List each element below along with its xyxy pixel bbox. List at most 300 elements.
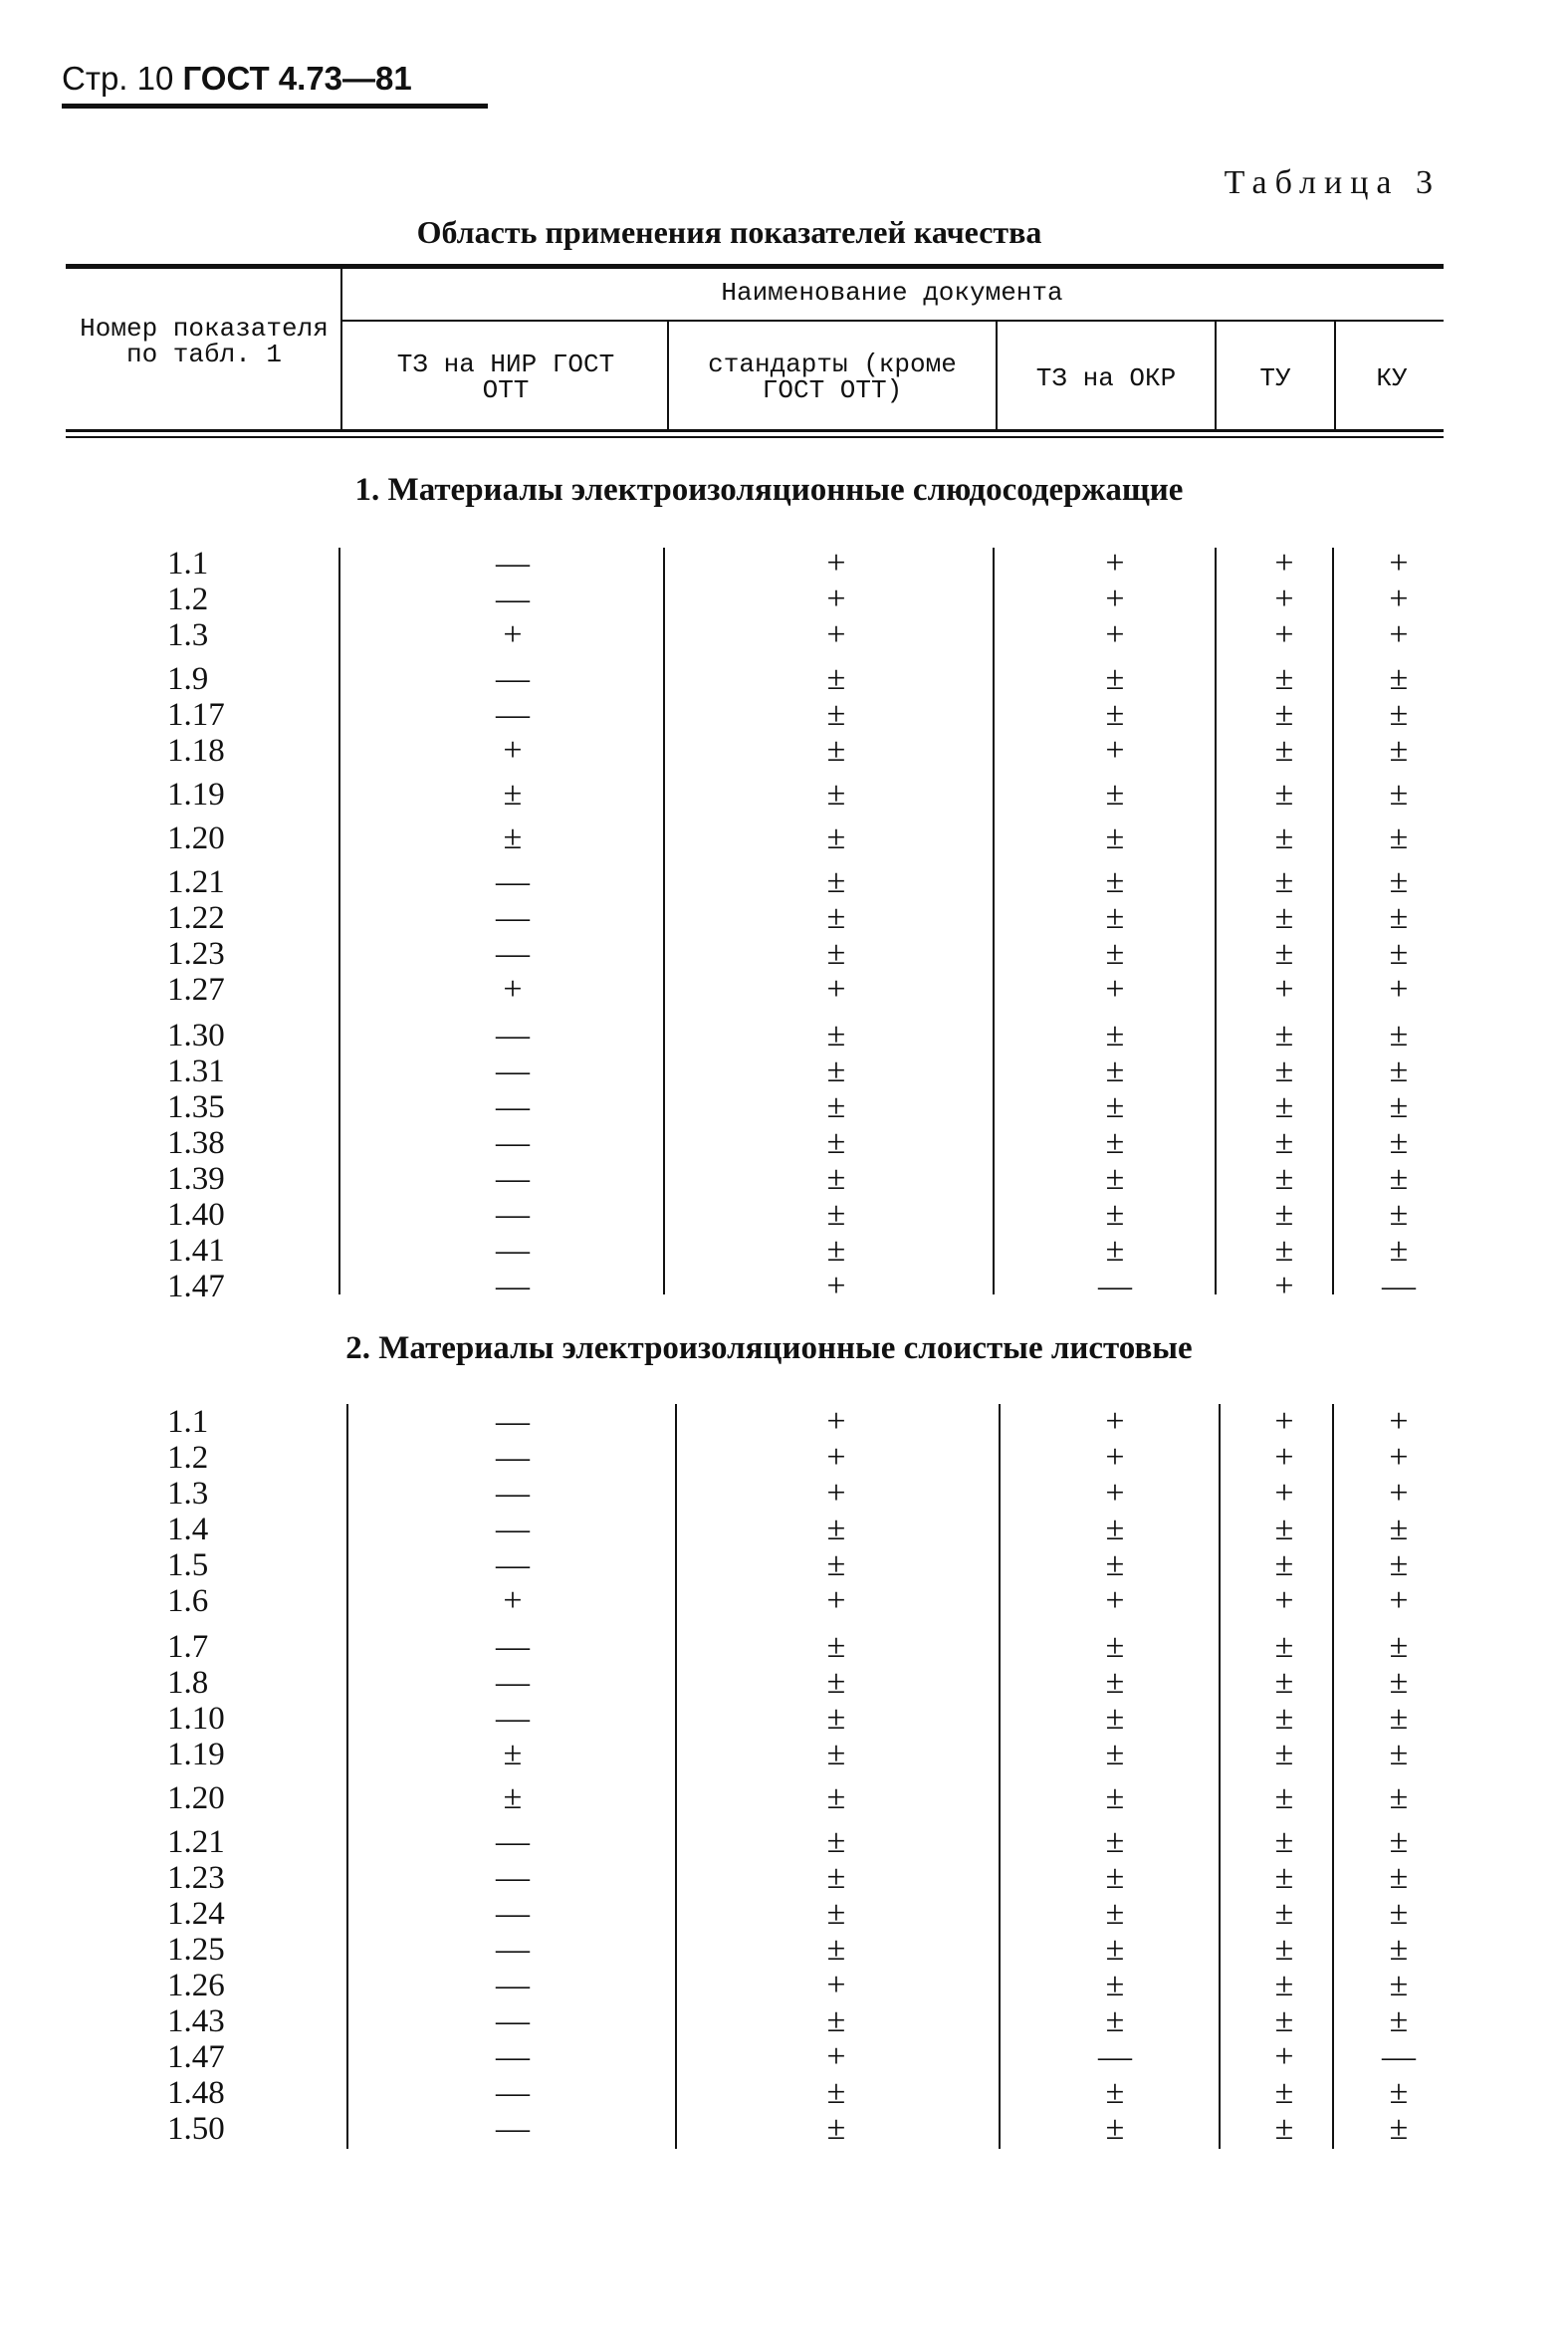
- applicability-mark: +: [1389, 1582, 1409, 1619]
- applicability-mark: +: [826, 971, 846, 1008]
- applicability-mark: —: [1098, 2038, 1132, 2075]
- applicability-mark: ±: [1389, 1859, 1409, 1896]
- applicability-mark: ±: [1389, 1931, 1409, 1968]
- applicability-mark: —: [496, 1053, 530, 1089]
- applicability-mark: —: [496, 696, 530, 733]
- applicability-mark: —: [496, 1403, 530, 1440]
- table-row: [0, 1476, 1568, 1512]
- applicability-mark: ±: [826, 1053, 846, 1089]
- applicability-mark: ±: [1105, 1823, 1125, 1860]
- applicability-mark: ±: [1389, 2110, 1409, 2147]
- applicability-mark: +: [1274, 1268, 1294, 1304]
- applicability-mark: +: [826, 545, 846, 582]
- column-header-tz-nir: ТЗ на НИР ГОСТ ОТТ: [396, 350, 615, 405]
- applicability-mark: ±: [1274, 660, 1294, 697]
- applicability-mark: ±: [826, 1823, 846, 1860]
- applicability-mark: ±: [1105, 1017, 1125, 1054]
- applicability-mark: +: [1274, 2038, 1294, 2075]
- applicability-mark: ±: [1105, 1511, 1125, 1547]
- applicability-mark: ±: [1389, 660, 1409, 697]
- applicability-mark: ±: [826, 1232, 846, 1269]
- applicability-mark: —: [496, 1124, 530, 1161]
- applicability-mark: ±: [1274, 1196, 1294, 1233]
- table-row: [0, 1269, 1568, 1304]
- table-header: [66, 264, 1444, 437]
- applicability-mark: ±: [1105, 1779, 1125, 1816]
- table-row: [0, 2111, 1568, 2147]
- applicability-mark: ±: [1274, 1931, 1294, 1968]
- applicability-mark: ±: [1274, 1232, 1294, 1269]
- applicability-mark: ±: [1389, 820, 1409, 856]
- applicability-mark: —: [1098, 1268, 1132, 1304]
- applicability-mark: ±: [1389, 1017, 1409, 1054]
- applicability-mark: ±: [1274, 1664, 1294, 1701]
- applicability-mark: —: [1382, 2038, 1416, 2075]
- applicability-mark: ±: [1105, 1700, 1125, 1737]
- applicability-mark: ±: [1274, 1546, 1294, 1583]
- applicability-mark: ±: [826, 1736, 846, 1772]
- indicator-number: 1.5: [167, 1547, 209, 1583]
- column-header-ku: КУ: [1376, 363, 1408, 393]
- section-title: 1. Материалы электроизоляционные слюдосодержащие: [354, 472, 1184, 508]
- table-row: [0, 1440, 1568, 1476]
- applicability-mark: +: [503, 971, 523, 1008]
- indicator-number: 1.20: [167, 820, 225, 856]
- applicability-mark: +: [1105, 545, 1125, 582]
- header-divider: [996, 322, 998, 429]
- indicator-number: 1.48: [167, 2075, 225, 2111]
- applicability-mark: ±: [1274, 820, 1294, 856]
- applicability-mark: +: [826, 2038, 846, 2075]
- applicability-mark: +: [1274, 545, 1294, 582]
- applicability-mark: ±: [1389, 2002, 1409, 2039]
- applicability-mark: ±: [503, 776, 523, 813]
- applicability-mark: ±: [1389, 776, 1409, 813]
- applicability-mark: ±: [1389, 935, 1409, 972]
- applicability-mark: —: [496, 1931, 530, 1968]
- applicability-mark: ±: [1274, 935, 1294, 972]
- applicability-mark: ±: [1274, 1088, 1294, 1125]
- applicability-mark: ±: [826, 899, 846, 936]
- indicator-number: 1.6: [167, 1583, 209, 1619]
- applicability-mark: ±: [826, 820, 846, 856]
- applicability-mark: +: [1274, 616, 1294, 653]
- applicability-mark: +: [503, 732, 523, 769]
- applicability-mark: ±: [826, 1196, 846, 1233]
- applicability-mark: ±: [826, 863, 846, 900]
- applicability-mark: ±: [503, 1779, 523, 1816]
- applicability-mark: ±: [1105, 1895, 1125, 1932]
- applicability-mark: +: [1389, 971, 1409, 1008]
- applicability-mark: ±: [1274, 1779, 1294, 1816]
- applicability-mark: ±: [826, 1664, 846, 1701]
- header-divider: [667, 322, 669, 429]
- indicator-number: 1.25: [167, 1932, 225, 1968]
- table-label: Таблица 3: [1224, 164, 1441, 201]
- column-header-number: Номер показателя по табл. 1: [80, 314, 329, 369]
- applicability-mark: +: [826, 616, 846, 653]
- applicability-mark: ±: [503, 820, 523, 856]
- applicability-mark: ±: [826, 2002, 846, 2039]
- table-row: [0, 661, 1568, 697]
- indicator-number: 1.27: [167, 972, 225, 1008]
- indicator-number: 1.21: [167, 864, 225, 900]
- applicability-mark: ±: [1389, 1511, 1409, 1547]
- table-row: [0, 2039, 1568, 2075]
- applicability-mark: ±: [826, 1779, 846, 1816]
- column-header-tz-okr: ТЗ на ОКР: [1035, 363, 1177, 393]
- applicability-mark: —: [496, 1160, 530, 1197]
- applicability-mark: ±: [826, 1511, 846, 1547]
- applicability-mark: +: [1274, 1475, 1294, 1512]
- indicator-number: 1.19: [167, 777, 225, 813]
- table-row: [0, 1547, 1568, 1583]
- column-header-tu: ТУ: [1259, 363, 1291, 393]
- table-row: [0, 2075, 1568, 2111]
- indicator-number: 1.8: [167, 1665, 209, 1701]
- applicability-mark: ±: [1274, 1895, 1294, 1932]
- applicability-mark: +: [1389, 616, 1409, 653]
- table-row: [0, 1780, 1568, 1816]
- table-row: [0, 1860, 1568, 1896]
- header-mid-rule: [340, 320, 1444, 322]
- applicability-mark: ±: [1389, 1967, 1409, 2003]
- indicator-number: 1.39: [167, 1161, 225, 1197]
- indicator-number: 1.23: [167, 1860, 225, 1896]
- applicability-mark: —: [496, 1088, 530, 1125]
- applicability-mark: +: [826, 1475, 846, 1512]
- applicability-mark: —: [496, 2110, 530, 2147]
- applicability-mark: ±: [826, 1546, 846, 1583]
- applicability-mark: +: [1274, 1439, 1294, 1476]
- table-row: [0, 900, 1568, 936]
- applicability-mark: ±: [1274, 899, 1294, 936]
- applicability-mark: +: [503, 1582, 523, 1619]
- indicator-number: 1.47: [167, 1269, 225, 1304]
- page-number: Стр. 10: [62, 60, 174, 97]
- indicator-number: 1.10: [167, 1701, 225, 1737]
- applicability-mark: ±: [826, 1931, 846, 1968]
- table-row: [0, 1161, 1568, 1197]
- applicability-mark: ±: [1105, 1628, 1125, 1665]
- applicability-mark: +: [1105, 1403, 1125, 1440]
- applicability-mark: +: [1105, 1475, 1125, 1512]
- indicator-number: 1.40: [167, 1197, 225, 1233]
- applicability-mark: ±: [1389, 1160, 1409, 1197]
- applicability-mark: ±: [826, 1124, 846, 1161]
- applicability-mark: +: [826, 1268, 846, 1304]
- table-row: [0, 2003, 1568, 2039]
- applicability-mark: ±: [826, 2110, 846, 2147]
- applicability-mark: ±: [1105, 2074, 1125, 2111]
- indicator-number: 1.2: [167, 582, 209, 617]
- applicability-mark: ±: [1105, 935, 1125, 972]
- applicability-mark: +: [1105, 971, 1125, 1008]
- applicability-mark: —: [496, 1439, 530, 1476]
- applicability-mark: —: [496, 1475, 530, 1512]
- applicability-mark: —: [496, 935, 530, 972]
- table-row: [0, 972, 1568, 1008]
- applicability-mark: ±: [826, 1700, 846, 1737]
- applicability-mark: —: [496, 1664, 530, 1701]
- applicability-mark: +: [1389, 581, 1409, 617]
- applicability-mark: ±: [826, 935, 846, 972]
- indicator-number: 1.3: [167, 617, 209, 653]
- applicability-mark: ±: [1105, 820, 1125, 856]
- table-row: [0, 1896, 1568, 1932]
- indicator-number: 1.30: [167, 1018, 225, 1054]
- applicability-mark: —: [496, 863, 530, 900]
- indicator-number: 1.38: [167, 1125, 225, 1161]
- applicability-mark: ±: [826, 732, 846, 769]
- applicability-mark: —: [496, 2038, 530, 2075]
- applicability-mark: —: [496, 1546, 530, 1583]
- applicability-mark: —: [496, 1967, 530, 2003]
- applicability-mark: —: [496, 1823, 530, 1860]
- applicability-mark: ±: [1105, 1124, 1125, 1161]
- table-row: [0, 546, 1568, 582]
- applicability-mark: ±: [1274, 1053, 1294, 1089]
- applicability-mark: —: [496, 899, 530, 936]
- applicability-mark: ±: [1105, 2002, 1125, 2039]
- table-row: [0, 1932, 1568, 1968]
- applicability-mark: ±: [826, 1088, 846, 1125]
- applicability-mark: ±: [1105, 1160, 1125, 1197]
- applicability-mark: ±: [1274, 1124, 1294, 1161]
- applicability-mark: ±: [826, 1628, 846, 1665]
- header-bottom-rule: [66, 429, 1444, 432]
- applicability-mark: ±: [1274, 863, 1294, 900]
- table-row: [0, 582, 1568, 617]
- applicability-mark: +: [1274, 971, 1294, 1008]
- applicability-mark: ±: [1105, 1546, 1125, 1583]
- applicability-mark: ±: [1105, 776, 1125, 813]
- applicability-mark: +: [1105, 616, 1125, 653]
- applicability-mark: +: [1274, 581, 1294, 617]
- applicability-mark: ±: [1105, 863, 1125, 900]
- applicability-mark: —: [496, 581, 530, 617]
- applicability-mark: ±: [826, 696, 846, 733]
- table-row: [0, 1197, 1568, 1233]
- applicability-mark: +: [826, 1439, 846, 1476]
- indicator-number: 1.43: [167, 2003, 225, 2039]
- applicability-mark: —: [496, 1511, 530, 1547]
- applicability-mark: +: [1105, 1439, 1125, 1476]
- column-header-document-group: Наименование документа: [721, 278, 1063, 308]
- applicability-mark: ±: [1105, 1967, 1125, 2003]
- applicability-mark: ±: [1105, 899, 1125, 936]
- applicability-mark: ±: [1389, 1232, 1409, 1269]
- table-row: [0, 1737, 1568, 1772]
- applicability-mark: —: [496, 2074, 530, 2111]
- applicability-mark: ±: [1105, 1088, 1125, 1125]
- applicability-mark: ±: [1274, 1967, 1294, 2003]
- applicability-mark: ±: [1105, 1664, 1125, 1701]
- applicability-mark: ±: [1105, 696, 1125, 733]
- applicability-mark: —: [496, 1859, 530, 1896]
- applicability-mark: ±: [1389, 1088, 1409, 1125]
- applicability-mark: ±: [1105, 1859, 1125, 1896]
- applicability-mark: —: [1382, 1268, 1416, 1304]
- indicator-number: 1.2: [167, 1440, 209, 1476]
- page-header: [62, 60, 412, 98]
- applicability-mark: ±: [1105, 1196, 1125, 1233]
- indicator-number: 1.17: [167, 697, 225, 733]
- indicator-number: 1.41: [167, 1233, 225, 1269]
- table-row: [0, 777, 1568, 813]
- indicator-number: 1.1: [167, 546, 209, 582]
- table-row: [0, 1018, 1568, 1054]
- applicability-mark: ±: [1274, 1511, 1294, 1547]
- applicability-mark: +: [1274, 1582, 1294, 1619]
- applicability-mark: ±: [1274, 1859, 1294, 1896]
- table-row: [0, 1404, 1568, 1440]
- applicability-mark: ±: [1274, 732, 1294, 769]
- indicator-number: 1.24: [167, 1896, 225, 1932]
- indicator-number: 1.1: [167, 1404, 209, 1440]
- applicability-mark: —: [496, 1895, 530, 1932]
- applicability-mark: ±: [1105, 1232, 1125, 1269]
- applicability-mark: +: [826, 1582, 846, 1619]
- header-rule: [62, 104, 488, 109]
- applicability-mark: +: [1389, 545, 1409, 582]
- indicator-number: 1.7: [167, 1629, 209, 1665]
- standard-number: ГОСТ 4.73—81: [182, 60, 412, 97]
- table-row: [0, 1968, 1568, 2003]
- applicability-mark: +: [826, 1967, 846, 2003]
- table-row: [0, 864, 1568, 900]
- applicability-mark: ±: [1389, 1664, 1409, 1701]
- applicability-mark: +: [503, 616, 523, 653]
- header-bottom-rule-2: [66, 436, 1444, 438]
- applicability-mark: ±: [1389, 1700, 1409, 1737]
- table-row: [0, 1824, 1568, 1860]
- applicability-mark: —: [496, 1628, 530, 1665]
- applicability-mark: +: [826, 581, 846, 617]
- applicability-mark: ±: [1274, 1700, 1294, 1737]
- indicator-number: 1.35: [167, 1089, 225, 1125]
- applicability-mark: ±: [1389, 696, 1409, 733]
- applicability-mark: —: [496, 1196, 530, 1233]
- applicability-mark: ±: [1274, 1017, 1294, 1054]
- applicability-mark: ±: [826, 1859, 846, 1896]
- applicability-mark: ±: [1389, 899, 1409, 936]
- applicability-mark: —: [496, 545, 530, 582]
- indicator-number: 1.19: [167, 1737, 225, 1772]
- indicator-number: 1.26: [167, 1968, 225, 2003]
- applicability-mark: ±: [826, 2074, 846, 2111]
- applicability-mark: ±: [1389, 2074, 1409, 2111]
- applicability-mark: ±: [1389, 1053, 1409, 1089]
- applicability-mark: +: [1274, 1403, 1294, 1440]
- indicator-number: 1.9: [167, 661, 209, 697]
- applicability-mark: +: [826, 1403, 846, 1440]
- indicator-number: 1.4: [167, 1512, 209, 1547]
- table-title: Область применения показателей качества: [416, 214, 1042, 250]
- applicability-mark: +: [1105, 732, 1125, 769]
- applicability-mark: ±: [826, 1895, 846, 1932]
- indicator-number: 1.22: [167, 900, 225, 936]
- applicability-mark: ±: [1105, 2110, 1125, 2147]
- table-row: [0, 1233, 1568, 1269]
- applicability-mark: ±: [1389, 1124, 1409, 1161]
- indicator-number: 1.3: [167, 1476, 209, 1512]
- applicability-mark: ±: [826, 1017, 846, 1054]
- applicability-mark: ±: [1274, 1823, 1294, 1860]
- applicability-mark: ±: [1105, 1931, 1125, 1968]
- applicability-mark: +: [1105, 1582, 1125, 1619]
- section-title: 2. Материалы электроизоляционные слоистые листовые: [345, 1330, 1193, 1366]
- applicability-mark: ±: [826, 1160, 846, 1197]
- table-row: [0, 617, 1568, 653]
- table-row: [0, 1583, 1568, 1619]
- table-row: [0, 1089, 1568, 1125]
- applicability-mark: ±: [1105, 1053, 1125, 1089]
- indicator-number: 1.21: [167, 1824, 225, 1860]
- header-top-rule: [66, 264, 1444, 269]
- applicability-mark: ±: [1274, 2110, 1294, 2147]
- header-divider: [1334, 322, 1336, 429]
- indicator-number: 1.18: [167, 733, 225, 769]
- indicator-number: 1.50: [167, 2111, 225, 2147]
- applicability-mark: ±: [1389, 1196, 1409, 1233]
- applicability-mark: ±: [503, 1736, 523, 1772]
- applicability-mark: ±: [1389, 1628, 1409, 1665]
- applicability-mark: ±: [826, 776, 846, 813]
- table-row: [0, 1629, 1568, 1665]
- applicability-mark: +: [1105, 581, 1125, 617]
- applicability-mark: —: [496, 1268, 530, 1304]
- applicability-mark: ±: [1389, 1546, 1409, 1583]
- applicability-mark: ±: [1274, 776, 1294, 813]
- applicability-mark: ±: [1274, 2002, 1294, 2039]
- applicability-mark: ±: [1105, 660, 1125, 697]
- applicability-mark: —: [496, 1232, 530, 1269]
- applicability-mark: ±: [1389, 863, 1409, 900]
- applicability-mark: ±: [1274, 1628, 1294, 1665]
- table-row: [0, 1701, 1568, 1737]
- indicator-number: 1.20: [167, 1780, 225, 1816]
- applicability-mark: —: [496, 1700, 530, 1737]
- applicability-mark: ±: [1105, 1736, 1125, 1772]
- applicability-mark: ±: [1274, 1160, 1294, 1197]
- applicability-mark: ±: [1274, 2074, 1294, 2111]
- table-row: [0, 1125, 1568, 1161]
- applicability-mark: ±: [1389, 1895, 1409, 1932]
- table-row: [0, 1054, 1568, 1089]
- applicability-mark: —: [496, 660, 530, 697]
- table-row: [0, 1512, 1568, 1547]
- table-row: [0, 936, 1568, 972]
- table-row: [0, 820, 1568, 856]
- applicability-mark: ±: [826, 660, 846, 697]
- indicator-number: 1.31: [167, 1054, 225, 1089]
- table-row: [0, 697, 1568, 733]
- applicability-mark: ±: [1389, 1736, 1409, 1772]
- header-divider: [1215, 322, 1217, 429]
- applicability-mark: ±: [1274, 696, 1294, 733]
- column-header-standards: стандарты (кроме ГОСТ ОТТ): [708, 350, 957, 405]
- applicability-mark: —: [496, 1017, 530, 1054]
- applicability-mark: ±: [1274, 1736, 1294, 1772]
- applicability-mark: ±: [1389, 1823, 1409, 1860]
- applicability-mark: +: [1389, 1475, 1409, 1512]
- applicability-mark: +: [1389, 1403, 1409, 1440]
- indicator-number: 1.23: [167, 936, 225, 972]
- table-row: [0, 1665, 1568, 1701]
- indicator-number: 1.47: [167, 2039, 225, 2075]
- applicability-mark: +: [1389, 1439, 1409, 1476]
